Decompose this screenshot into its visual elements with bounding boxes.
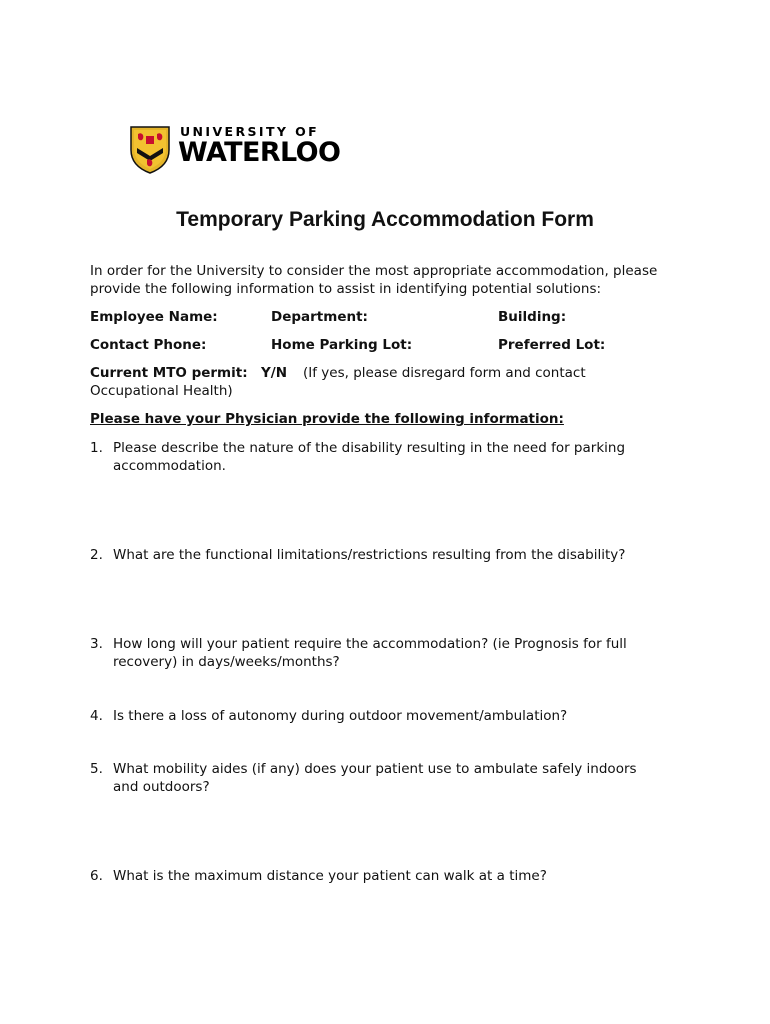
intro-line-2: provide the following information to assist in identifying potential solutions: [90, 281, 602, 297]
question-1-line-2: accommodation. [113, 458, 226, 474]
home-parking-lot-label: Home Parking Lot: [271, 337, 413, 353]
page-title: Temporary Parking Accommodation Form [176, 208, 594, 231]
question-number: 3. [90, 636, 103, 652]
intro-line-1: In order for the University to consider the most appropriate accommodation, please [90, 263, 658, 279]
answer-line[interactable]: _______________________________________________________________________ [113, 802, 612, 814]
question-number: 6. [90, 868, 103, 884]
question-1-line-1: Please describe the nature of the disability resulting in the need for parking [113, 440, 626, 456]
answer-line[interactable]: _______________________ [113, 731, 275, 743]
question-3-line-2: recovery) in days/weeks/months? [113, 654, 340, 670]
answer-line[interactable]: __ [113, 517, 128, 529]
building-label: Building: [498, 309, 567, 325]
question-number: 4. [90, 708, 103, 724]
mto-note-line-1: (If yes, please disregard form and contact [303, 365, 586, 381]
question-4-line-1: Is there a loss of autonomy during outdoor movement/ambulation? [113, 708, 568, 724]
answer-line[interactable]: __ [113, 838, 128, 850]
mto-yn-value: Y/N [261, 365, 288, 381]
mto-note-line-2: Occupational Health) [90, 383, 233, 399]
answer-line[interactable]: ________________________________________________________ [113, 677, 507, 689]
university-logo [130, 124, 340, 178]
question-number: 2. [90, 547, 103, 563]
answer-line[interactable]: _________________________ [113, 891, 289, 903]
answer-line[interactable]: _______________________________________________________________________ [113, 820, 612, 832]
answer-line[interactable]: _______________________________________________________________________ [113, 499, 612, 511]
preferred-lot-label: Preferred Lot: [498, 337, 606, 353]
question-2-line-1: What are the functional limitations/restrictions resulting from the disability? [113, 547, 626, 563]
question-number: 1. [90, 440, 103, 456]
logo-text-university-of: UNIVERSITY OF [180, 124, 320, 139]
physician-heading: Please have your Physician provide the following information: [90, 411, 564, 427]
question-number: 5. [90, 761, 103, 777]
answer-line[interactable]: _______________________________________________________________________ [113, 570, 612, 582]
mto-permit-label: Current MTO permit: [90, 365, 248, 381]
question-5-line-2: and outdoors? [113, 779, 210, 795]
department-label: Department: [271, 309, 368, 325]
logo-text-waterloo: WATERLOO [178, 137, 341, 168]
question-6-line-1: What is the maximum distance your patient can walk at a time? [113, 868, 547, 884]
question-5-line-1: What mobility aides (if any) does your patient use to ambulate safely indoors [113, 761, 637, 777]
question-3-line-1: How long will your patient require the accommodation? (ie Prognosis for full [113, 636, 627, 652]
answer-line[interactable]: _______________________________________________________________________ [113, 481, 612, 493]
employee-name-label: Employee Name: [90, 309, 218, 325]
crest-icon [130, 126, 170, 174]
answer-line[interactable]: __ [113, 606, 128, 618]
contact-phone-label: Contact Phone: [90, 337, 207, 353]
answer-line[interactable]: _______________________________________________________________________ [113, 588, 612, 600]
